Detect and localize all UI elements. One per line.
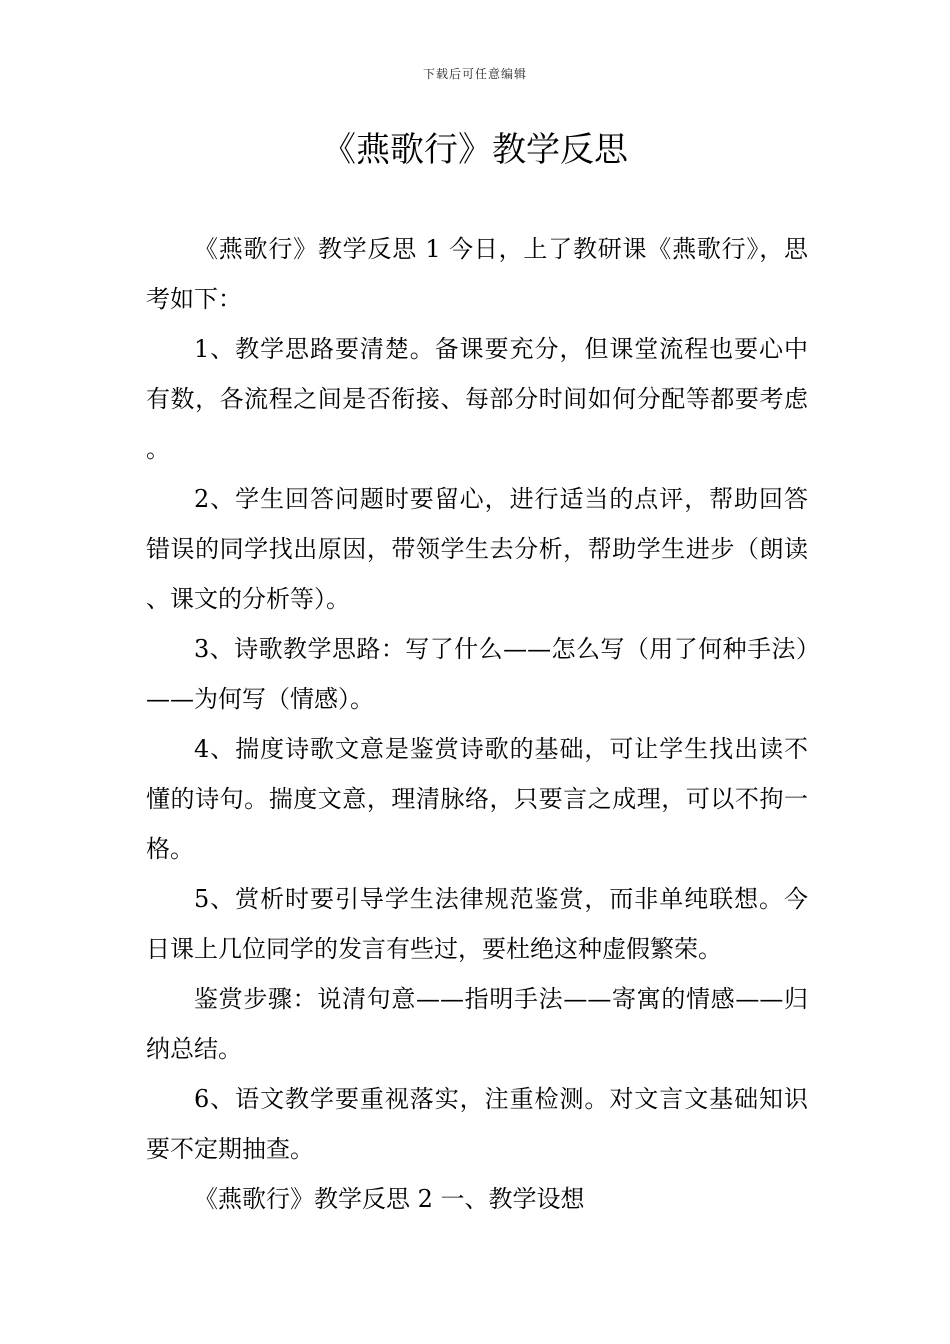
paragraph-point-3: 3、诗歌教学思路：写了什么——怎么写（用了何种手法）——为何写（情感）。 [146,635,808,713]
paragraph-point-1: 1、教学思路要清楚。备课要充分，但课堂流程也要心中有数，各流程之间是否衔接、每部分时间如何分配等都要考虑。 [146,335,808,463]
paragraph-intro: 《燕歌行》教学反思 1 今日，上了教研课《燕歌行》，思考如下： [146,235,808,313]
paragraph-second-reflection: 《燕歌行》教学反思 2 一、教学设想 [194,1185,585,1213]
document-title: 《燕歌行》教学反思 [322,130,628,170]
paragraph-point-4: 4、揣度诗歌文意是鉴赏诗歌的基础，可让学生找出读不懂的诗句。揣度文意，理清脉络，只要言之成理，可以不拘一格。 [146,735,808,863]
paragraph-point-2: 2、学生回答问题时要留心，进行适当的点评，帮助回答错误的同学找出原因，带领学生去分析，帮助学生进步（朗读、课文的分析等）。 [146,485,808,613]
paragraph-point-6: 6、语文教学要重视落实，注重检测。对文言文基础知识要不定期抽查。 [146,1085,808,1163]
document-body [146,224,808,1224]
paragraph-appreciation-steps: 鉴赏步骤：说清句意——指明手法——寄寓的情感——归纳总结。 [146,985,808,1063]
paragraph-point-5: 5、赏析时要引导学生法律规范鉴赏，而非单纯联想。今日课上几位同学的发言有些过，要杜绝这种虚假繁荣。 [146,885,808,963]
page-header-note: 下载后可任意编辑 [422,67,527,81]
